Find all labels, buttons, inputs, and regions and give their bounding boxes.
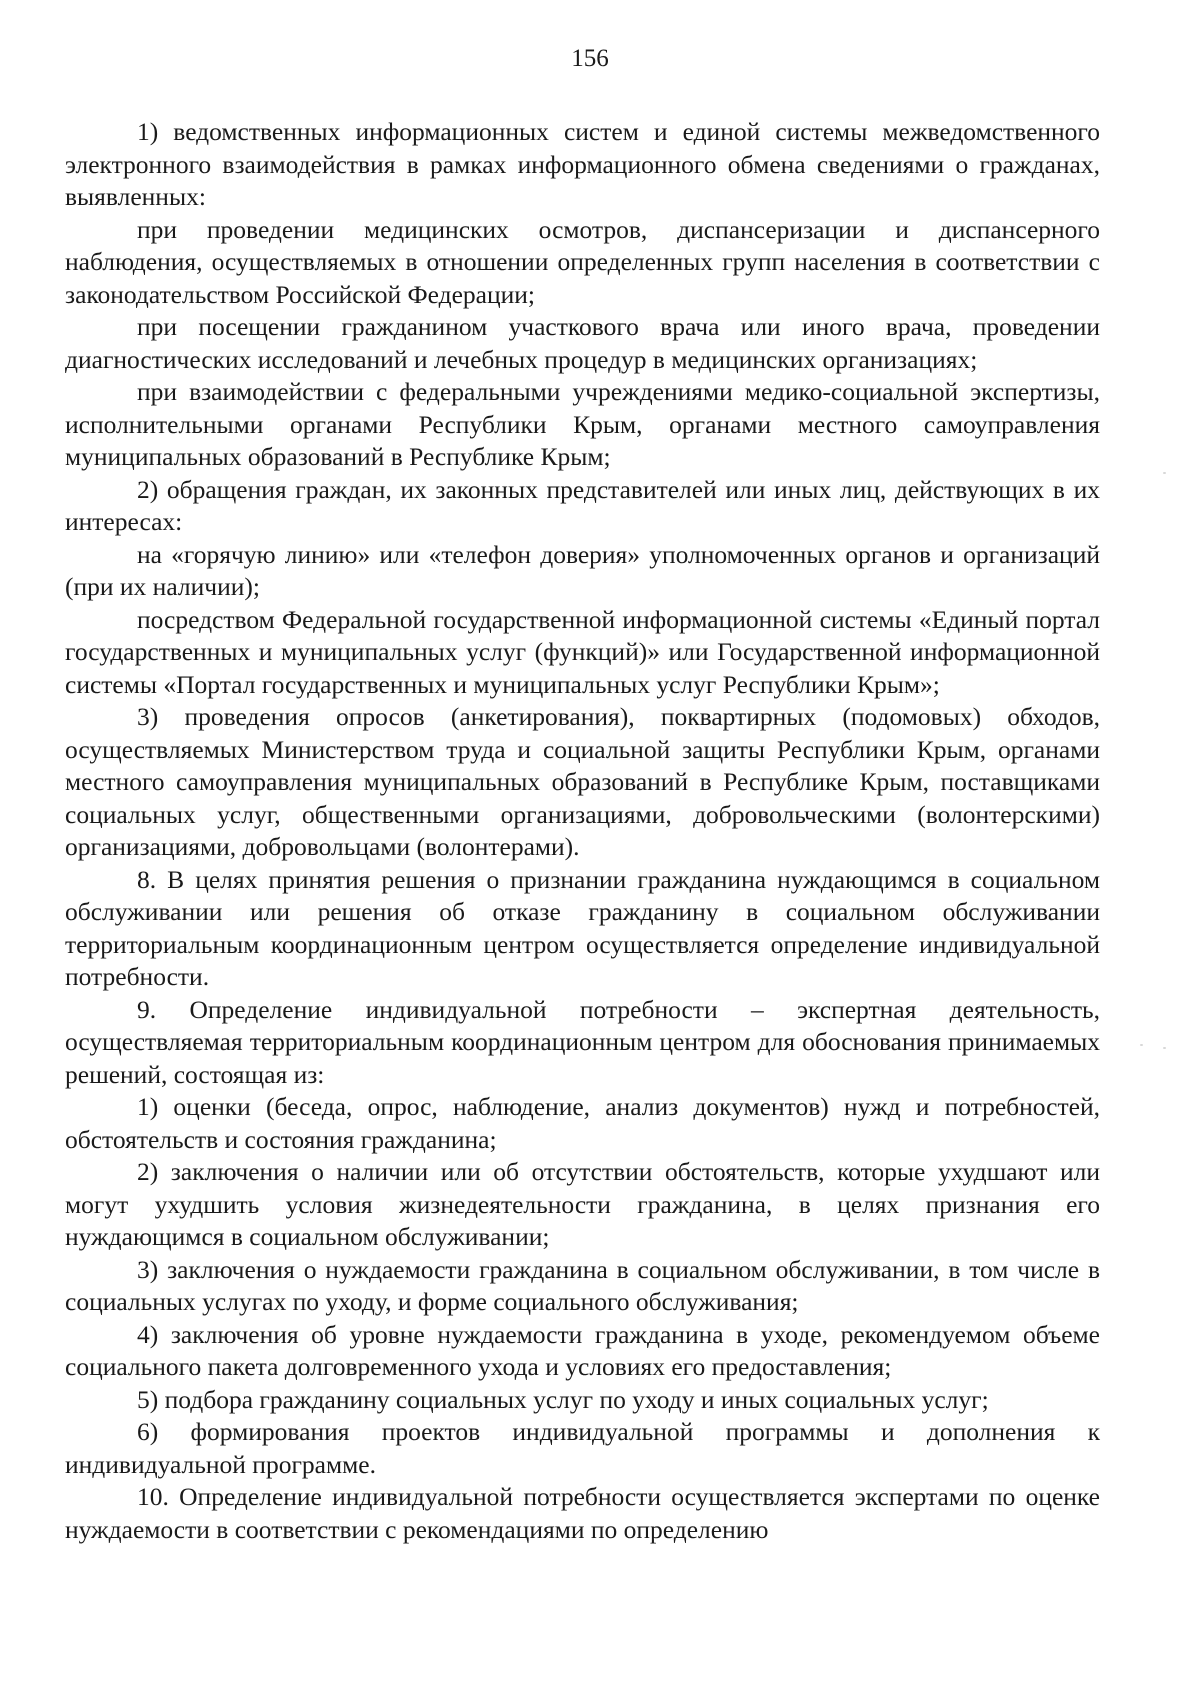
paragraph-hotline: на «горячую линию» или «телефон доверия» уполномоченных органов и организаций (при их наличии); <box>65 539 1100 601</box>
paragraph-9-item-3: 3) заключения о нуждаемости гражданина в социальном обслуживании, в том числе в социальных услугах по уходу, и форме социального обслуживания; <box>65 1254 1100 1316</box>
paragraph-interaction-with-institutions: при взаимодействии с федеральными учреждениями медико-социальной экспертизы, исполнительными органами Республики Крым, органами местного самоуправления муниципальных образований в Республике Крым; <box>65 377 1100 471</box>
paragraph-9-item-4: 4) заключения об уровне нуждаемости гражданина в уходе, рекомендуемом объеме социального пакета долговременного ухода и условиях его предоставления; <box>65 1319 1100 1381</box>
paragraph-item-1-information-systems: 1) ведомственных информационных систем и единой системы межведомственного электронного взаимодействия в рамках информационного обмена сведениями о гражданах, выявленных: <box>65 117 1100 211</box>
paragraph-medical-examinations: при проведении медицинских осмотров, диспансеризации и диспансерного наблюдения, осуществляемых в отношении определенных групп населения в соответствии с законодательством Российской Федерации; <box>65 214 1100 309</box>
scan-speck <box>1163 1047 1166 1049</box>
paragraph-doctor-visits: при посещении гражданином участкового врача или иного врача, проведении диагностических исследований и лечебных процедур в медицинских организациях; <box>65 312 1100 374</box>
page-number: 156 <box>571 45 609 72</box>
paragraph-item-2-citizen-appeals: 2) обращения граждан, их законных представителей или иных лиц, действующих в их интересах: <box>65 474 1100 536</box>
paragraph-9-item-1: 1) оценки (беседа, опрос, наблюдение, анализ документов) нужд и потребностей, обстоятельств и состояния гражданина; <box>65 1092 1100 1154</box>
paragraph-section-9: 9. Определение индивидуальной потребности – экспертная деятельность, осуществляемая территориальным координационным центром для обоснования принимаемых решений, состоящая из: <box>65 994 1100 1089</box>
paragraph-9-item-5: 5) подбора гражданину социальных услуг по уходу и иных социальных услуг; <box>137 1384 989 1414</box>
document-body <box>65 116 1100 1546</box>
paragraph-9-item-6: 6) формирования проектов индивидуальной программы и дополнения к индивидуальной программе. <box>65 1417 1100 1479</box>
paragraph-item-3-surveys: 3) проведения опросов (анкетирования), поквартирных (подомовых) обходов, осуществляемых Министерством труда и социальной защиты Республики Крым, органами местного самоуправления муниципальных образований в Республике Крым, поставщиками социальных услуг, общественными организациями, добровольческими (волонтерскими) организациями, добровольцами (волонтерами). <box>65 702 1100 861</box>
paragraph-9-item-2: 2) заключения о наличии или об отсутствии обстоятельств, которые ухудшают или могут ухудшить условия жизнедеятельности гражданина, в целях признания его нуждающимся в социальном обслуживании; <box>65 1157 1100 1251</box>
scan-speck <box>1163 472 1166 474</box>
scan-speck <box>1140 1044 1143 1046</box>
paragraph-section-8: 8. В целях принятия решения о признании гражданина нуждающимся в социальном обслуживании или решения об отказе гражданину в социальном обслуживании территориальным координационным центром осуществляется определение индивидуальной потребности. <box>65 864 1100 991</box>
paragraph-section-10: 10. Определение индивидуальной потребности осуществляется экспертами по оценке нуждаемости в соответствии с рекомендациями по определению <box>65 1482 1100 1544</box>
paragraph-public-services-portal: посредством Федеральной государственной информационной системы «Единый портал государственных и муниципальных услуг (функций)» или Государственной информационной системы «Портал государственных и муниципальных услуг Республики Крым»; <box>65 604 1100 699</box>
